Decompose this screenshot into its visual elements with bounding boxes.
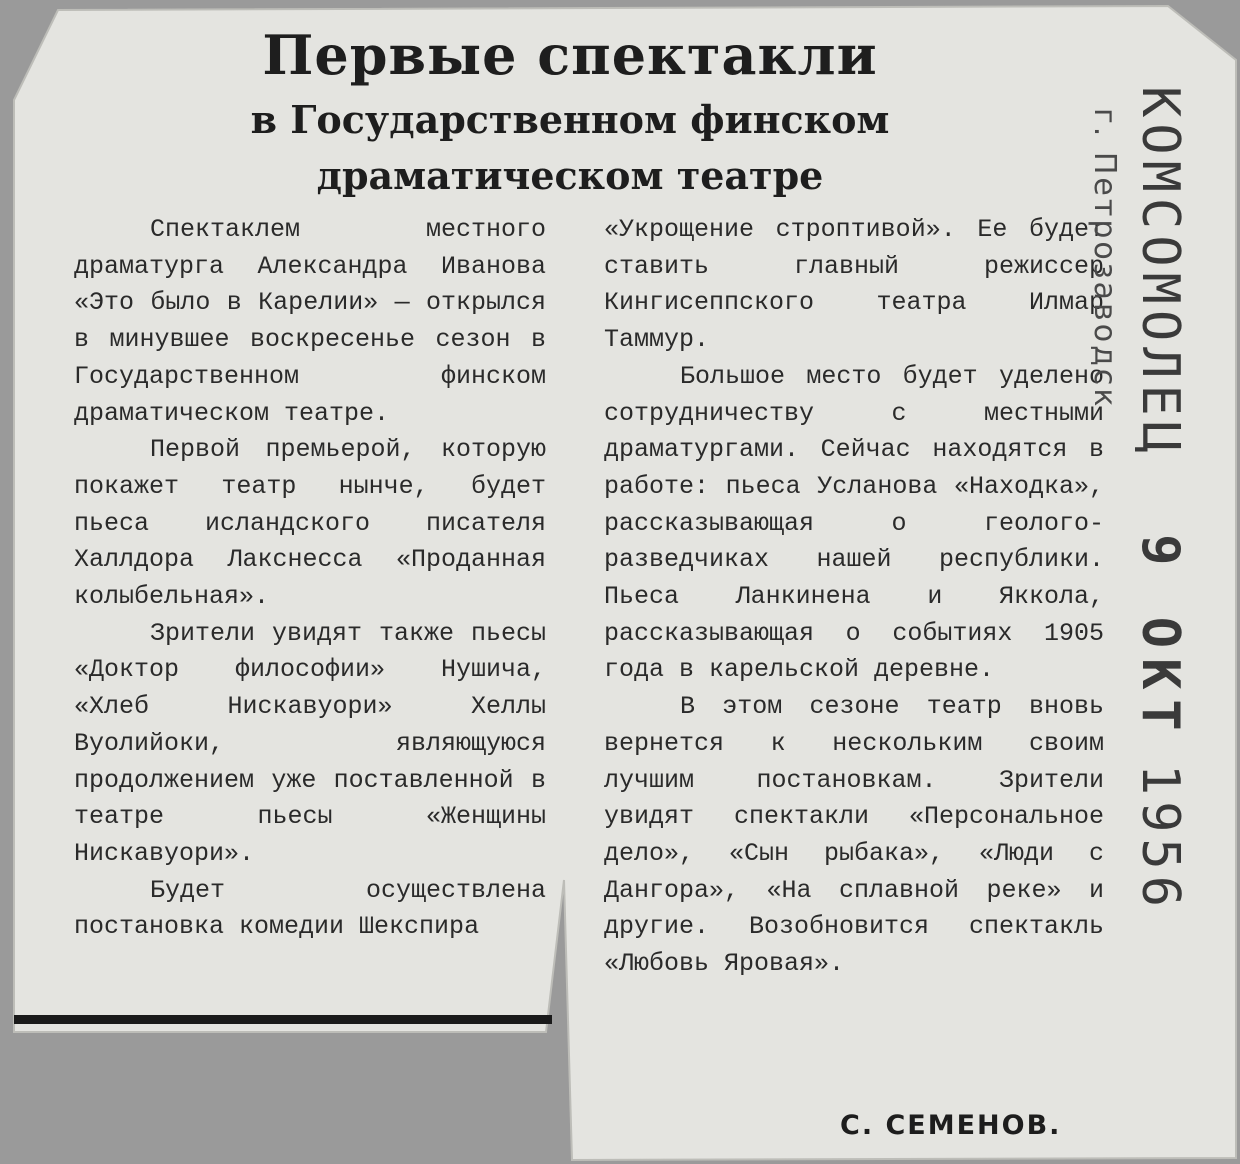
stamp-date: 9 ОКТ bbox=[1130, 534, 1190, 741]
author-signature: С. СЕМЕНОВ. bbox=[840, 1110, 1062, 1141]
column-end-rule bbox=[14, 1015, 552, 1024]
left-column bbox=[74, 212, 546, 946]
paragraph: Большое место будет уделено сотрудничеству с местными драматургами. Сейчас находятся в работе: пьеса Усланова «Находка», рассказывающая о геолого-разведчиках нашей республики. Пьеса Ланкинена и Яккола, рассказывающая о событиях 1905 года в карельской деревне. bbox=[604, 361, 1104, 685]
article-title: Первые спектакли bbox=[262, 23, 878, 87]
paragraph: Спектаклем местного драматурга Александра Иванова «Это было в Карелии» — открылся в минувшее воскресенье сезон в Государственном финском драматическом театре. bbox=[74, 215, 546, 428]
article-subtitle-line-2: драматическом театре bbox=[316, 153, 824, 198]
paragraph: В этом сезоне театр вновь вернется к нескольким своим лучшим постановкам. Зрители увидят спектакли «Персональное дело», «Сын рыбака», «Люди с Дангора», «На сплавной реке» и другие. Возобновится спектакль «Любовь Яровая». bbox=[604, 692, 1104, 979]
stamp-city: г. Петрозаводск bbox=[1087, 108, 1122, 410]
paragraph: «Укрощение строптивой». Ее будет ставить главный режиссер Кингисеппского театра Илмар Таммур. bbox=[604, 215, 1104, 355]
right-column bbox=[604, 212, 1104, 983]
paragraph: Первой премьерой, которую покажет театр нынче, будет пьеса исландского писателя Халлдора Лакснесса «Проданная колыбельная». bbox=[74, 435, 546, 612]
newspaper-stamp bbox=[1130, 86, 1190, 913]
paragraph: Будет осуществлена постановка комедии Шекспира bbox=[74, 875, 546, 942]
stamp-newspaper-name: КОМСОМОЛЕЦ bbox=[1130, 86, 1190, 460]
article-subtitle-line-1: в Государственном финском bbox=[250, 97, 890, 142]
paragraph: Зрители увидят также пьесы «Доктор философии» Нушича, «Хлеб Нискавуори» Хеллы Вуолийоки, являющуюся продолжением уже поставленной в театре пьесы «Женщины Нискавуори». bbox=[74, 618, 546, 868]
stamp-year: 1956 bbox=[1130, 763, 1190, 914]
headline-block bbox=[200, 22, 940, 200]
